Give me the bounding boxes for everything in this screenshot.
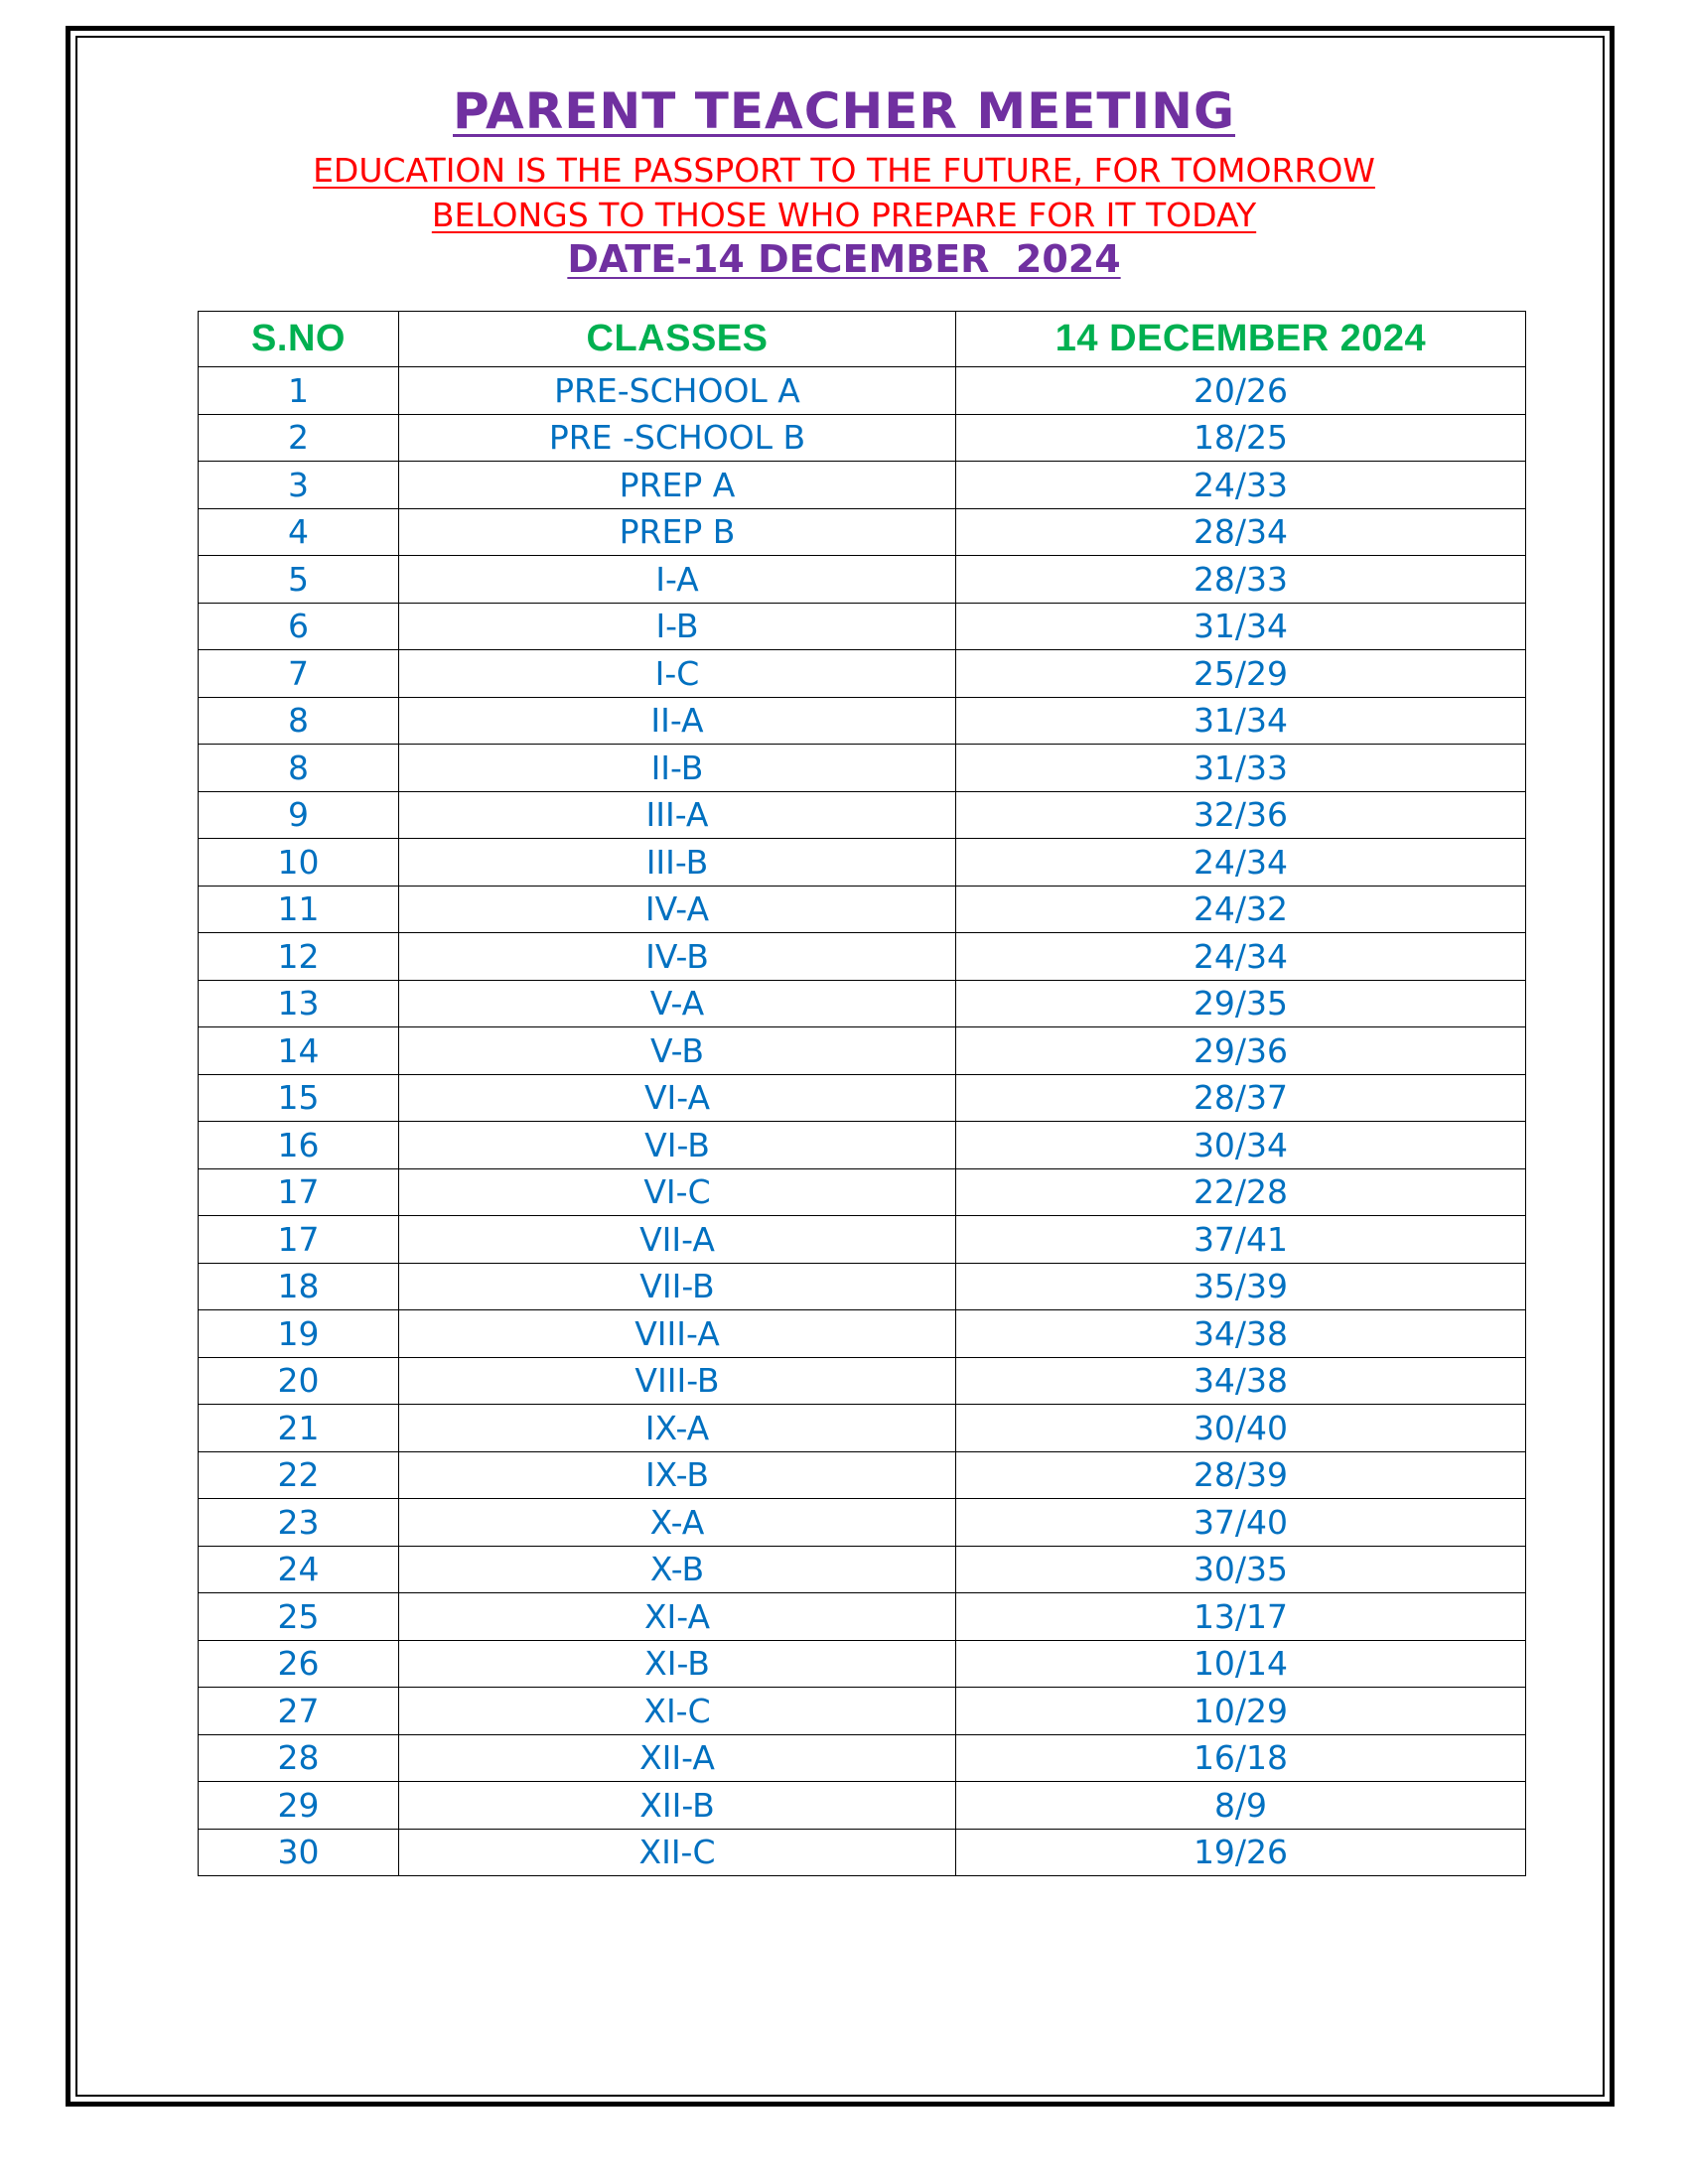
table-row [199, 603, 1526, 650]
table-row [199, 1168, 1526, 1216]
cell-sno: 19 [199, 1310, 399, 1358]
table-row [199, 1074, 1526, 1122]
cell-sno: 22 [199, 1451, 399, 1499]
column-header-sno: S.NO [199, 312, 399, 367]
cell-sno: 29 [199, 1782, 399, 1830]
cell-class: V-B [399, 1027, 956, 1075]
cell-class: PREP B [399, 508, 956, 556]
table-row [199, 1357, 1526, 1405]
cell-attendance: 30/35 [956, 1546, 1526, 1593]
table-row [199, 791, 1526, 839]
cell-sno: 8 [199, 745, 399, 792]
cell-attendance: 30/34 [956, 1122, 1526, 1169]
cell-attendance: 34/38 [956, 1310, 1526, 1358]
cell-sno: 3 [199, 462, 399, 509]
cell-attendance: 37/40 [956, 1499, 1526, 1547]
cell-class: XI-B [399, 1640, 956, 1688]
cell-attendance: 18/25 [956, 414, 1526, 462]
cell-class: XII-B [399, 1782, 956, 1830]
cell-class: IV-A [399, 886, 956, 933]
cell-attendance: 28/33 [956, 556, 1526, 604]
cell-sno: 7 [199, 650, 399, 698]
table-row [199, 1688, 1526, 1735]
table-row [199, 1734, 1526, 1782]
cell-attendance: 16/18 [956, 1734, 1526, 1782]
cell-class: XII-A [399, 1734, 956, 1782]
table-row [199, 697, 1526, 745]
table-row [199, 1122, 1526, 1169]
cell-sno: 26 [199, 1640, 399, 1688]
cell-class: PRE-SCHOOL A [399, 367, 956, 415]
table-body [199, 367, 1526, 1876]
table-row [199, 886, 1526, 933]
cell-sno: 13 [199, 980, 399, 1027]
cell-attendance: 32/36 [956, 791, 1526, 839]
cell-class: VI-C [399, 1168, 956, 1216]
cell-sno: 30 [199, 1829, 399, 1876]
cell-sno: 24 [199, 1546, 399, 1593]
cell-sno: 17 [199, 1168, 399, 1216]
cell-attendance: 25/29 [956, 650, 1526, 698]
cell-attendance: 28/37 [956, 1074, 1526, 1122]
table-row [199, 1263, 1526, 1310]
cell-class: II-A [399, 697, 956, 745]
cell-sno: 27 [199, 1688, 399, 1735]
cell-attendance: 24/32 [956, 886, 1526, 933]
cell-attendance: 8/9 [956, 1782, 1526, 1830]
table-row [199, 367, 1526, 415]
cell-attendance: 31/34 [956, 603, 1526, 650]
cell-attendance: 29/36 [956, 1027, 1526, 1075]
column-header-date: 14 DECEMBER 2024 [956, 312, 1526, 367]
cell-attendance: 29/35 [956, 980, 1526, 1027]
cell-class: IX-A [399, 1405, 956, 1452]
cell-attendance: 24/34 [956, 933, 1526, 981]
table-header-row [199, 312, 1526, 367]
column-header-classes: CLASSES [399, 312, 956, 367]
cell-attendance: 19/26 [956, 1829, 1526, 1876]
quote-line-1: EDUCATION IS THE PASSPORT TO THE FUTURE, FOR TOMORROW [313, 151, 1375, 190]
cell-sno: 10 [199, 839, 399, 887]
table-row [199, 933, 1526, 981]
cell-sno: 11 [199, 886, 399, 933]
cell-class: PRE -SCHOOL B [399, 414, 956, 462]
cell-class: X-B [399, 1546, 956, 1593]
cell-attendance: 24/33 [956, 462, 1526, 509]
cell-sno: 16 [199, 1122, 399, 1169]
cell-sno: 9 [199, 791, 399, 839]
table-row [199, 508, 1526, 556]
cell-class: V-A [399, 980, 956, 1027]
attendance-table [198, 311, 1526, 1876]
cell-sno: 4 [199, 508, 399, 556]
table-row [199, 462, 1526, 509]
table-row [199, 980, 1526, 1027]
cell-sno: 25 [199, 1593, 399, 1641]
cell-sno: 20 [199, 1357, 399, 1405]
table-row [199, 414, 1526, 462]
cell-sno: 5 [199, 556, 399, 604]
cell-class: XI-C [399, 1688, 956, 1735]
cell-sno: 15 [199, 1074, 399, 1122]
cell-class: XII-C [399, 1829, 956, 1876]
cell-attendance: 30/40 [956, 1405, 1526, 1452]
table-row [199, 556, 1526, 604]
cell-class: VII-B [399, 1263, 956, 1310]
cell-sno: 23 [199, 1499, 399, 1547]
cell-attendance: 24/34 [956, 839, 1526, 887]
table-row [199, 1451, 1526, 1499]
cell-class: I-A [399, 556, 956, 604]
cell-class: VI-B [399, 1122, 956, 1169]
cell-class: III-A [399, 791, 956, 839]
cell-attendance: 37/41 [956, 1216, 1526, 1264]
cell-class: II-B [399, 745, 956, 792]
cell-attendance: 10/29 [956, 1688, 1526, 1735]
cell-class: I-B [399, 603, 956, 650]
cell-class: VII-A [399, 1216, 956, 1264]
cell-sno: 18 [199, 1263, 399, 1310]
table-row [199, 1829, 1526, 1876]
meeting-date: DATE-14 DECEMBER 2024 [567, 237, 1121, 281]
cell-sno: 21 [199, 1405, 399, 1452]
cell-attendance: 31/33 [956, 745, 1526, 792]
quote-line-2: BELONGS TO THOSE WHO PREPARE FOR IT TODAY [431, 196, 1257, 234]
cell-class: VI-A [399, 1074, 956, 1122]
cell-sno: 12 [199, 933, 399, 981]
cell-sno: 14 [199, 1027, 399, 1075]
cell-attendance: 13/17 [956, 1593, 1526, 1641]
cell-class: III-B [399, 839, 956, 887]
cell-class: XI-A [399, 1593, 956, 1641]
cell-sno: 2 [199, 414, 399, 462]
cell-attendance: 20/26 [956, 367, 1526, 415]
cell-class: VIII-B [399, 1357, 956, 1405]
cell-sno: 17 [199, 1216, 399, 1264]
table-row [199, 1310, 1526, 1358]
cell-sno: 6 [199, 603, 399, 650]
cell-sno: 1 [199, 367, 399, 415]
cell-attendance: 34/38 [956, 1357, 1526, 1405]
table-row [199, 1027, 1526, 1075]
table-row [199, 745, 1526, 792]
cell-class: VIII-A [399, 1310, 956, 1358]
cell-attendance: 10/14 [956, 1640, 1526, 1688]
cell-sno: 28 [199, 1734, 399, 1782]
cell-class: IV-B [399, 933, 956, 981]
cell-attendance: 22/28 [956, 1168, 1526, 1216]
table-row [199, 1405, 1526, 1452]
cell-sno: 8 [199, 697, 399, 745]
cell-class: IX-B [399, 1451, 956, 1499]
cell-attendance: 35/39 [956, 1263, 1526, 1310]
cell-attendance: 31/34 [956, 697, 1526, 745]
table-row [199, 1499, 1526, 1547]
table-row [199, 1782, 1526, 1830]
cell-attendance: 28/39 [956, 1451, 1526, 1499]
page-title: PARENT TEACHER MEETING [453, 82, 1235, 140]
table-row [199, 1546, 1526, 1593]
cell-attendance: 28/34 [956, 508, 1526, 556]
table-row [199, 1640, 1526, 1688]
table-row [199, 1593, 1526, 1641]
table-row [199, 839, 1526, 887]
cell-class: PREP A [399, 462, 956, 509]
cell-class: I-C [399, 650, 956, 698]
table-row [199, 650, 1526, 698]
cell-class: X-A [399, 1499, 956, 1547]
table-row [199, 1216, 1526, 1264]
